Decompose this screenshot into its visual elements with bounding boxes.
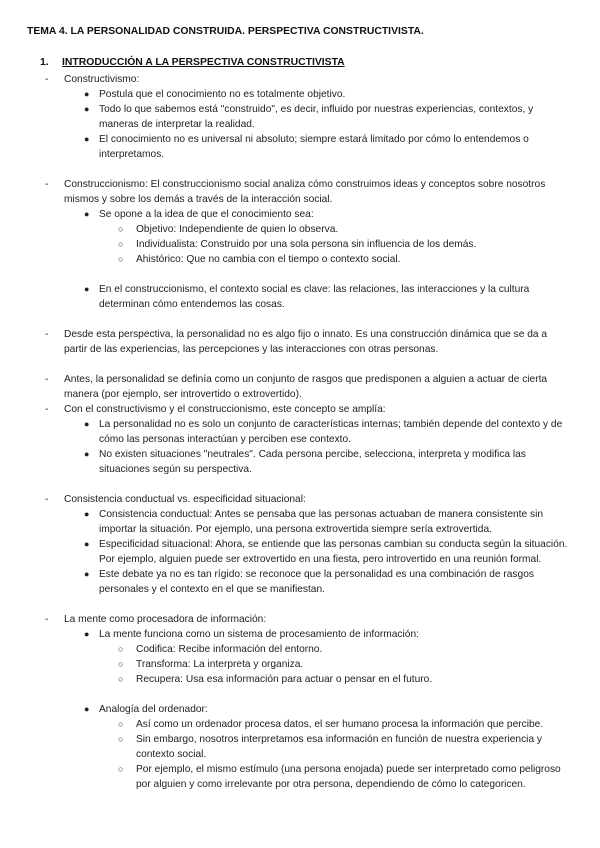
circle-bullet-icon: ○ — [118, 674, 124, 684]
sub-bullet-item — [0, 762, 600, 792]
item-text: Postula que el conocimiento no es totalmente objetivo. — [99, 89, 346, 100]
section-title: INTRODUCCIÓN A LA PERSPECTIVA CONSTRUCTIVISTA — [62, 57, 345, 68]
blank-line — [0, 477, 600, 492]
circle-bullet-icon: ○ — [118, 659, 124, 669]
bullet-item — [0, 282, 600, 312]
item-text: Desde esta perspectiva, la personalidad no es algo fijo o innato. Es una construcción dinámica que se da a partir de las experiencias, las percepciones y las interacciones con otras personas. — [64, 329, 548, 355]
item-text: Ahistórico: Que no cambia con el tiempo o contexto social. — [136, 254, 401, 265]
item-text: Consistencia conductual vs. especificidad situacional: — [64, 494, 306, 505]
sub-bullet-item — [0, 657, 600, 672]
circle-bullet-icon: ○ — [118, 764, 124, 774]
bullet-icon: ● — [84, 629, 90, 639]
circle-bullet-icon: ○ — [118, 719, 124, 729]
item-text: No existen situaciones "neutrales". Cada persona percibe, selecciona, interpreta y modifica las situaciones según su perspectiva. — [99, 449, 526, 475]
item-text: La mente funciona como un sistema de procesamiento de información: — [99, 629, 419, 640]
blank-line — [0, 687, 600, 702]
item-text: La mente como procesadora de información: — [64, 614, 267, 625]
item-text: Codifica: Recibe información del entorno. — [136, 644, 323, 655]
bullet-item — [0, 87, 600, 102]
circle-bullet-icon: ○ — [118, 224, 124, 234]
blank-line — [0, 162, 600, 177]
item-text: Todo lo que sabemos está "construido", es decir, influido por nuestras experiencias, contextos, y maneras de interpretar la realidad. — [99, 104, 534, 130]
section-number: 1. — [40, 57, 49, 68]
bullet-icon: ● — [84, 509, 90, 519]
bullet-icon: ● — [84, 89, 90, 99]
dash-marker: - — [45, 404, 49, 415]
bullet-item — [0, 627, 600, 642]
dash-marker: - — [45, 614, 49, 625]
blank-line — [0, 312, 600, 327]
dash-marker: - — [45, 329, 49, 340]
sub-bullet-item — [0, 222, 600, 237]
item-text: En el construccionismo, el contexto social es clave: las relaciones, las interacciones y la cultura determinan cómo entendemos las cosas. — [99, 284, 530, 310]
bullet-icon: ● — [84, 134, 90, 144]
item-text: El conocimiento no es universal ni absoluto; siempre estará limitado por cómo lo entendemos o interpretamos. — [99, 134, 529, 160]
document-body — [0, 72, 600, 792]
item-text: Individualista: Construido por una sola persona sin influencia de los demás. — [136, 239, 477, 250]
item-text: Antes, la personalidad se definía como un conjunto de rasgos que predisponen a alguien a actuar de cierta manera (por ejemplo, ser introvertido o extrovertido). — [64, 374, 548, 400]
list-item — [0, 72, 600, 87]
item-text: Este debate ya no es tan rígido: se reconoce que la personalidad es una combinación de rasgos personales y el contexto en el que se manifiestan. — [99, 569, 534, 595]
bullet-icon: ● — [84, 704, 90, 714]
document-title: TEMA 4. LA PERSONALIDAD CONSTRUIDA. PERSPECTIVA CONSTRUCTIVISTA. — [27, 26, 424, 37]
item-text: La personalidad no es solo un conjunto de características internas; también depende del contexto y de cómo las personas interactúan y perciben ese contexto. — [99, 419, 563, 445]
item-text: Construccionismo: El construccionismo social analiza cómo construimos ideas y conceptos sobre nosotros mismos y sobre los demás a través de la interacción social. — [64, 179, 546, 205]
sub-bullet-item — [0, 642, 600, 657]
item-text: Constructivismo: — [64, 74, 140, 85]
bullet-item — [0, 102, 600, 132]
item-text: Especificidad situacional: Ahora, se entiende que las personas cambian su conducta según la situación. Por ejemplo, alguien puede ser extrovertido en una fiesta, pero introvertido en una reunión formal. — [99, 539, 568, 565]
blank-line — [0, 267, 600, 282]
sub-bullet-item — [0, 717, 600, 732]
item-text: Con el constructivismo y el construccionismo, este concepto se amplía: — [64, 404, 386, 415]
sub-bullet-item — [0, 237, 600, 252]
dash-marker: - — [45, 179, 49, 190]
dash-marker: - — [45, 494, 49, 505]
list-item — [0, 402, 600, 417]
blank-line — [0, 597, 600, 612]
item-text: Así como un ordenador procesa datos, el ser humano procesa la información que percibe. — [136, 719, 544, 730]
list-item — [0, 177, 600, 207]
bullet-item — [0, 537, 600, 567]
sub-bullet-item — [0, 732, 600, 762]
bullet-item — [0, 207, 600, 222]
bullet-icon: ● — [84, 284, 90, 294]
circle-bullet-icon: ○ — [118, 254, 124, 264]
bullet-icon: ● — [84, 449, 90, 459]
circle-bullet-icon: ○ — [118, 239, 124, 249]
bullet-icon: ● — [84, 539, 90, 549]
list-item — [0, 612, 600, 627]
sub-bullet-item — [0, 252, 600, 267]
bullet-item — [0, 417, 600, 447]
circle-bullet-icon: ○ — [118, 734, 124, 744]
item-text: Sin embargo, nosotros interpretamos esa información en función de nuestra experiencia y contexto social. — [136, 734, 543, 760]
bullet-icon: ● — [84, 209, 90, 219]
bullet-icon: ● — [84, 419, 90, 429]
bullet-item — [0, 567, 600, 597]
item-text: Transforma: La interpreta y organiza. — [136, 659, 304, 670]
bullet-icon: ● — [84, 104, 90, 114]
sub-bullet-item — [0, 672, 600, 687]
dash-marker: - — [45, 74, 49, 85]
bullet-item — [0, 132, 600, 162]
list-item — [0, 372, 600, 402]
bullet-item — [0, 447, 600, 477]
blank-line — [0, 357, 600, 372]
bullet-item — [0, 702, 600, 717]
list-item — [0, 492, 600, 507]
item-text: Por ejemplo, el mismo estímulo (una persona enojada) puede ser interpretado como peligroso por alguien y como irrelevante por otra persona, dependiendo de cómo lo categoricen. — [136, 764, 561, 790]
circle-bullet-icon: ○ — [118, 644, 124, 654]
item-text: Se opone a la idea de que el conocimiento sea: — [99, 209, 314, 220]
item-text: Analogía del ordenador: — [99, 704, 208, 715]
list-item — [0, 327, 600, 357]
bullet-icon: ● — [84, 569, 90, 579]
bullet-item — [0, 507, 600, 537]
dash-marker: - — [45, 374, 49, 385]
item-text: Objetivo: Independiente de quien lo observa. — [136, 224, 339, 235]
section-heading — [40, 55, 345, 70]
item-text: Consistencia conductual: Antes se pensaba que las personas actuaban de manera consistente sin importar la situación. Por ejemplo, una persona extrovertida siempre sería extrovertida. — [99, 509, 544, 535]
item-text: Recupera: Usa esa información para actuar o pensar en el futuro. — [136, 674, 433, 685]
